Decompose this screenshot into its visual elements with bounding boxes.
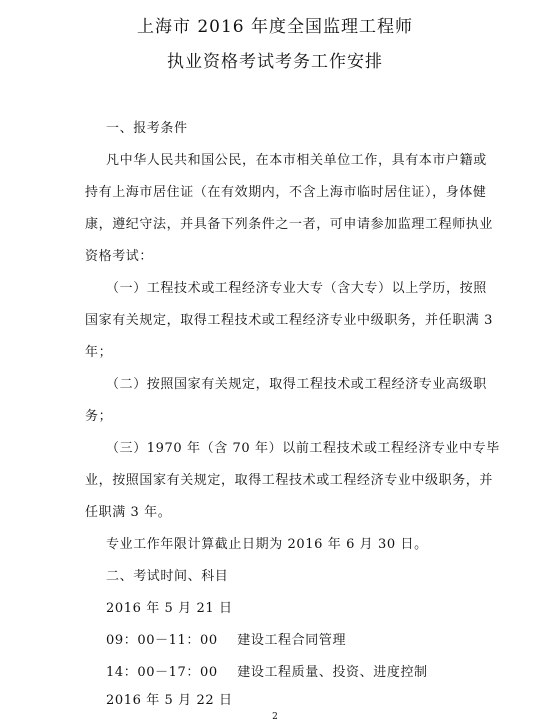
exam-day-1-date: 2016 年 5 月 21 日 xyxy=(106,601,233,616)
condition-3-line-1: （三）1970 年（含 70 年）以前工程技术或工程经济专业中专毕 xyxy=(106,441,500,456)
condition-2-line-2: 务； xyxy=(85,409,113,424)
condition-1-line-3: 年； xyxy=(85,345,113,360)
intro-line-1: 凡中华人民共和国公民，在本市相关单位工作，具有本市户籍或 xyxy=(106,153,487,168)
exam-session-1-time: 09：00－11：00 xyxy=(106,633,218,648)
deadline-note: 专业工作年限计算截止日期为 2016 年 6 月 30 日。 xyxy=(106,537,428,552)
exam-session-2 xyxy=(106,661,428,680)
exam-session-1-subject: 建设工程合同管理 xyxy=(237,633,347,648)
section-1-heading: 一、报考条件 xyxy=(106,121,188,136)
condition-3-line-2: 业，按照国家有关规定，取得工程技术或工程经济专业中级职务，并 xyxy=(85,473,494,488)
document-title-line-2: 执业资格考试考务工作安排 xyxy=(167,52,383,72)
condition-2-line-1: （二）按照国家有关规定，取得工程技术或工程经济专业高级职 xyxy=(106,377,487,392)
document-title-line-1: 上海市 2016 年度全国监理工程师 xyxy=(136,17,414,37)
section-2-heading: 二、考试时间、科目 xyxy=(106,569,229,584)
intro-line-2: 持有上海市居住证（在有效期内，不含上海市临时居住证），身体健 xyxy=(85,185,487,200)
intro-line-4: 资格考试： xyxy=(85,249,154,264)
exam-session-2-subject: 建设工程质量、投资、进度控制 xyxy=(237,665,428,680)
intro-line-3: 康，遵纪守法，并具备下列条件之一者，可申请参加监理工程师执业 xyxy=(85,217,494,232)
exam-session-2-time: 14：00－17：00 xyxy=(106,665,218,680)
exam-day-2-date: 2016 年 5 月 22 日 xyxy=(106,693,233,708)
exam-session-1 xyxy=(106,629,346,648)
condition-1-line-2: 国家有关规定，取得工程技术或工程经济专业中级职务，并任职满 3 xyxy=(85,313,494,328)
page-number: 2 xyxy=(272,712,278,722)
condition-3-line-3: 任职满 3 年。 xyxy=(85,505,172,520)
condition-1-line-1: （一）工程技术或工程经济专业大专（含大专）以上学历，按照 xyxy=(106,281,487,296)
